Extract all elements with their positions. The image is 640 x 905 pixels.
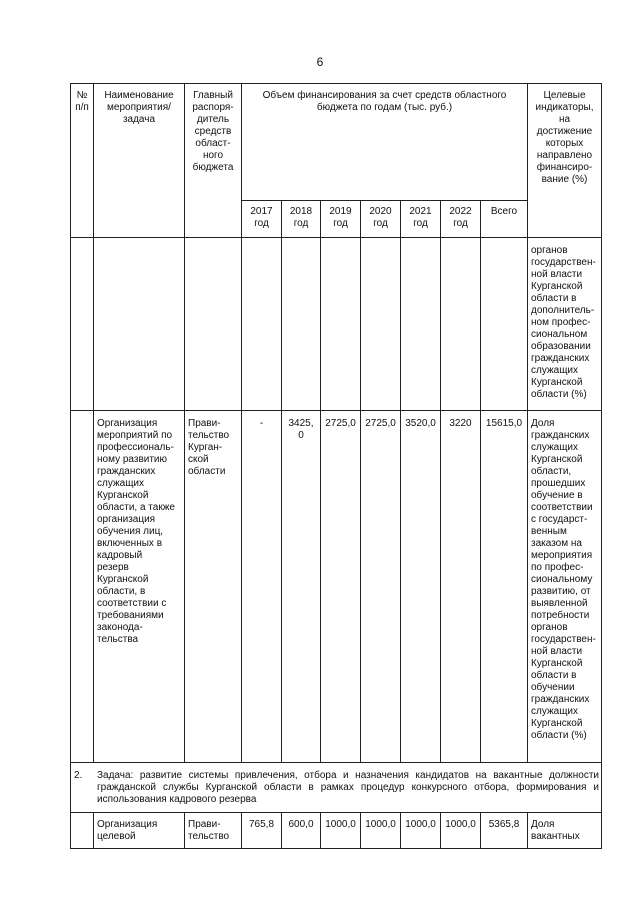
task2-text: Задача: развитие системы привлечения, отбора и назначения кандидатов на вакантные должности гражданской службы Курганской области в рамках процедур конкурсного отбора, формирования и использования кадрового резерва	[97, 770, 599, 805]
training-2022: 3220	[449, 418, 472, 429]
col-line	[93, 812, 94, 849]
training-2020: 2725,0	[365, 418, 396, 429]
col-line	[527, 812, 528, 849]
row-separator	[70, 410, 602, 411]
year-col-line	[400, 200, 401, 762]
year-col-line	[360, 200, 361, 762]
task2-num: 2.	[74, 770, 83, 781]
header-year-2017: 2017 год	[250, 206, 273, 229]
col-line	[93, 83, 94, 762]
row-separator	[70, 812, 602, 813]
last-2021: 1000,0	[405, 819, 436, 830]
header-name: Наименование мероприятия/ задача	[104, 90, 174, 125]
last-2020: 1000,0	[365, 819, 396, 830]
last-2019: 1000,0	[325, 819, 356, 830]
header-bottom-line	[70, 237, 602, 238]
training-2018: 3425, 0	[288, 418, 314, 441]
last-2018: 600,0	[288, 819, 314, 830]
header-year-2019: 2019 год	[329, 206, 352, 229]
header-year-2021: 2021 год	[409, 206, 432, 229]
last-total: 5365,8	[488, 819, 520, 830]
header-num: № п/п	[75, 90, 89, 113]
table-border-right	[601, 83, 602, 849]
year-col-line	[320, 200, 321, 762]
table-border-left	[70, 83, 71, 849]
header-year-2020: 2020 год	[369, 206, 392, 229]
last-distributor: Прави- тельство	[188, 819, 230, 842]
training-name: Организация мероприятий по профессиональ- ному развитию гражданских служащих Курганской области, а также организация обучения лиц, включенных в кадровый резерв Курганской области, в соответствии с требованиями законода- тельства	[97, 418, 175, 645]
training-distributor: Прави- тельство Курган- ской области	[188, 418, 230, 477]
last-2017: 765,8	[248, 819, 275, 830]
training-2019: 2725,0	[325, 418, 356, 429]
year-header-top-line	[241, 200, 527, 201]
page-number: 6	[316, 55, 324, 69]
training-2021: 3520,0	[405, 418, 436, 429]
header-distributor: Главный распоря- дитель средств област- ного бюджета	[192, 90, 234, 173]
training-total: 15615,0	[485, 418, 523, 429]
year-col-line	[440, 200, 441, 762]
table-border-top	[70, 83, 602, 84]
training-2017: -	[259, 418, 264, 429]
row-separator	[70, 762, 602, 763]
table-border-bottom	[70, 848, 602, 849]
last-indicator: Доля вакантных	[531, 819, 580, 842]
last-name: Организация целевой	[97, 819, 158, 842]
header-year-2018: 2018 год	[289, 206, 313, 229]
last-2022: 1000,0	[445, 819, 476, 830]
year-col-line	[281, 200, 282, 762]
col-line	[184, 812, 185, 849]
header-total: Всего	[490, 206, 518, 217]
training-indicator: Доля гражданских служащих Курганской области, прошедших обучение в соответствии с государст- венным заказом на мероприятия по профес- сиональному развитию, от выявленной потребности органов государствен- ной власти Курганской области в обучении гражданских служащих Курганской области (%)	[531, 418, 596, 741]
year-col-line	[480, 200, 481, 762]
header-indicators: Целевые индикаторы, на достижение которых направлено финансиро- вание (%)	[535, 90, 594, 185]
header-funding: Объем финансирования за счет средств областного бюджета по годам (тыс. руб.)	[262, 90, 507, 113]
continuation-indicator: органов государствен- ной власти Курганской области в дополнитель- ном профес- сиональном образовании гражданских служащих Курганской области (%)	[531, 245, 596, 400]
header-year-2022: 2022 год	[449, 206, 472, 229]
col-line	[184, 83, 185, 762]
